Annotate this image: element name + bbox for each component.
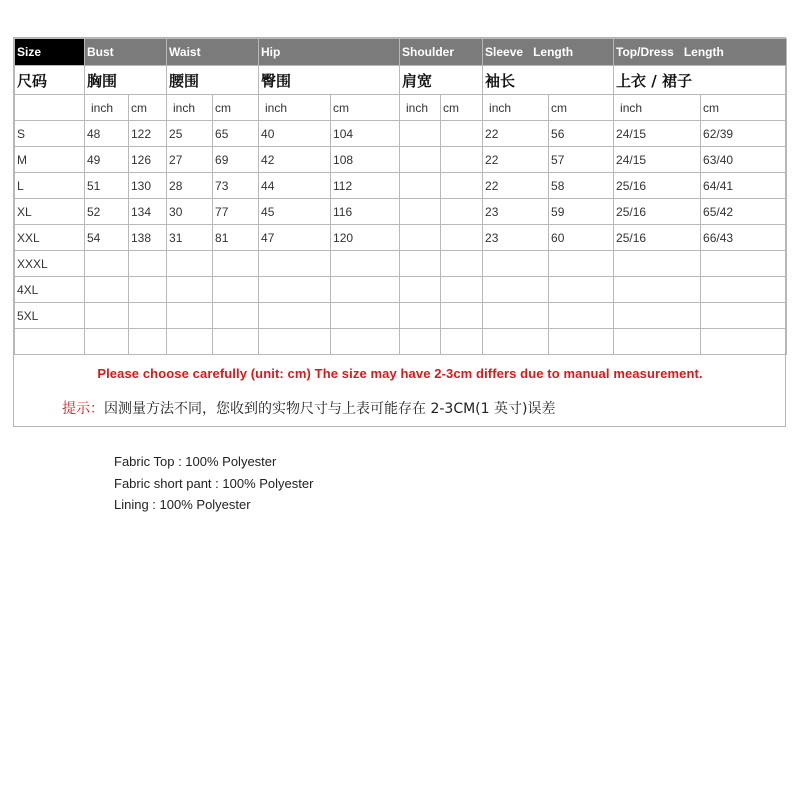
table-cell: 65 <box>213 121 259 147</box>
table-cell <box>701 329 787 355</box>
table-cell <box>614 329 701 355</box>
table-row <box>15 277 787 303</box>
table-cell: 63/40 <box>701 147 787 173</box>
table-cell <box>331 329 400 355</box>
header-size-cn: 尺码 <box>15 66 85 95</box>
size-data-rows <box>15 121 787 355</box>
table-cell <box>400 251 441 277</box>
unit-label: inch <box>483 95 549 121</box>
table-cell <box>441 147 483 173</box>
table-cell: 104 <box>331 121 400 147</box>
table-cell <box>441 277 483 303</box>
table-cell: 126 <box>129 147 167 173</box>
unit-label: inch <box>259 95 331 121</box>
header-length-cn: 上衣 / 裙子 <box>614 66 787 95</box>
table-cell: 112 <box>331 173 400 199</box>
unit-label: inch <box>400 95 441 121</box>
table-cell <box>441 251 483 277</box>
fabric-short-pant: Fabric short pant : 100% Polyester <box>114 475 314 491</box>
table-cell <box>129 329 167 355</box>
table-cell <box>213 329 259 355</box>
table-cell: 69 <box>213 147 259 173</box>
table-cell <box>701 303 787 329</box>
table-cell <box>213 303 259 329</box>
table-cell: 134 <box>129 199 167 225</box>
header-hip-cn: 臀围 <box>259 66 400 95</box>
table-cell: 52 <box>85 199 129 225</box>
table-cell: 40 <box>259 121 331 147</box>
table-cell: 60 <box>549 225 614 251</box>
table-cell <box>441 329 483 355</box>
table-cell: 44 <box>259 173 331 199</box>
table-cell <box>549 277 614 303</box>
tip-label: 提示： <box>62 401 104 417</box>
table-cell: 30 <box>167 199 213 225</box>
table-cell <box>614 277 701 303</box>
table-cell: 24/15 <box>614 147 701 173</box>
table-cell <box>400 121 441 147</box>
size-label-cell: 5XL <box>15 303 85 329</box>
unit-label: cm <box>549 95 614 121</box>
header-shoulder-cn: 肩宽 <box>400 66 483 95</box>
header-hip: Hip <box>259 39 400 66</box>
table-cell <box>213 251 259 277</box>
table-cell: 66/43 <box>701 225 787 251</box>
size-table <box>14 38 787 355</box>
table-cell <box>483 303 549 329</box>
unit-label: inch <box>167 95 213 121</box>
table-cell <box>259 303 331 329</box>
size-label-cell: L <box>15 173 85 199</box>
header-waist-cn: 腰围 <box>167 66 259 95</box>
table-cell: 54 <box>85 225 129 251</box>
unit-label: cm <box>129 95 167 121</box>
header-bust: Bust <box>85 39 167 66</box>
table-cell: 25/16 <box>614 199 701 225</box>
table-cell <box>549 329 614 355</box>
unit-row <box>15 95 787 121</box>
table-cell <box>400 303 441 329</box>
size-label-cell <box>15 329 85 355</box>
table-cell <box>167 329 213 355</box>
table-cell: 48 <box>85 121 129 147</box>
table-cell: 116 <box>331 199 400 225</box>
table-cell <box>483 277 549 303</box>
table-cell: 42 <box>259 147 331 173</box>
table-cell: 59 <box>549 199 614 225</box>
table-row <box>15 225 787 251</box>
table-cell: 27 <box>167 147 213 173</box>
table-cell <box>400 147 441 173</box>
table-cell: 73 <box>213 173 259 199</box>
table-cell: 51 <box>85 173 129 199</box>
table-cell <box>701 251 787 277</box>
table-cell: 49 <box>85 147 129 173</box>
unit-label: cm <box>213 95 259 121</box>
size-chart <box>13 37 786 427</box>
table-cell <box>259 329 331 355</box>
table-cell: 25 <box>167 121 213 147</box>
table-cell: 77 <box>213 199 259 225</box>
table-cell <box>167 251 213 277</box>
table-row <box>15 199 787 225</box>
table-cell <box>85 329 129 355</box>
table-cell <box>85 277 129 303</box>
table-cell <box>441 303 483 329</box>
table-cell: 25/16 <box>614 225 701 251</box>
table-cell: 130 <box>129 173 167 199</box>
table-cell <box>85 251 129 277</box>
table-row <box>15 303 787 329</box>
table-cell: 28 <box>167 173 213 199</box>
table-cell <box>331 277 400 303</box>
table-row <box>15 251 787 277</box>
table-cell: 81 <box>213 225 259 251</box>
unit-label: inch <box>614 95 701 121</box>
table-cell: 47 <box>259 225 331 251</box>
table-cell: 65/42 <box>701 199 787 225</box>
size-label-cell: 4XL <box>15 277 85 303</box>
table-row <box>15 121 787 147</box>
table-cell <box>549 251 614 277</box>
table-cell <box>441 121 483 147</box>
fabric-lining: Lining : 100% Polyester <box>114 497 251 512</box>
table-cell <box>129 251 167 277</box>
table-cell <box>400 225 441 251</box>
table-cell: 62/39 <box>701 121 787 147</box>
table-row <box>15 173 787 199</box>
header-row-chinese <box>15 66 787 95</box>
size-label-cell: XXXL <box>15 251 85 277</box>
table-cell: 58 <box>549 173 614 199</box>
table-cell <box>400 329 441 355</box>
table-cell <box>614 251 701 277</box>
header-waist: Waist <box>167 39 259 66</box>
table-cell: 64/41 <box>701 173 787 199</box>
table-row <box>15 147 787 173</box>
table-cell: 56 <box>549 121 614 147</box>
table-cell: 122 <box>129 121 167 147</box>
table-cell <box>483 251 549 277</box>
unit-label: cm <box>441 95 483 121</box>
table-cell: 22 <box>483 173 549 199</box>
table-cell <box>549 303 614 329</box>
table-cell <box>614 303 701 329</box>
unit-label: cm <box>331 95 400 121</box>
table-cell: 22 <box>483 147 549 173</box>
table-cell: 23 <box>483 199 549 225</box>
table-cell <box>701 277 787 303</box>
unit-blank <box>15 95 85 121</box>
table-cell <box>441 199 483 225</box>
header-top-dress-length: Top/Dress Length <box>614 39 787 66</box>
table-cell <box>483 329 549 355</box>
table-row <box>15 329 787 355</box>
size-label-cell: XL <box>15 199 85 225</box>
table-cell: 45 <box>259 199 331 225</box>
table-cell: 57 <box>549 147 614 173</box>
fabric-info <box>114 451 313 516</box>
table-cell <box>213 277 259 303</box>
table-cell: 22 <box>483 121 549 147</box>
table-cell: 25/16 <box>614 173 701 199</box>
table-cell <box>129 277 167 303</box>
table-cell <box>331 303 400 329</box>
fabric-top: Fabric Top : 100% Polyester <box>114 454 277 469</box>
tip-text: 因测量方法不同，您收到的实物尺寸与上表可能存在 2-3CM(1 英寸)误差 <box>104 401 556 417</box>
table-cell: 120 <box>331 225 400 251</box>
size-label-cell: XXL <box>15 225 85 251</box>
table-cell <box>129 303 167 329</box>
table-cell: 24/15 <box>614 121 701 147</box>
size-label-cell: S <box>15 121 85 147</box>
table-cell <box>85 303 129 329</box>
table-cell <box>400 199 441 225</box>
header-sleeve-length: Sleeve Length <box>483 39 614 66</box>
table-cell <box>400 173 441 199</box>
table-cell <box>259 251 331 277</box>
header-shoulder: Shoulder <box>400 39 483 66</box>
table-cell <box>331 251 400 277</box>
header-sleeve-cn: 袖长 <box>483 66 614 95</box>
measurement-warning-cn <box>62 398 555 418</box>
table-cell <box>259 277 331 303</box>
table-cell: 31 <box>167 225 213 251</box>
unit-label: cm <box>701 95 787 121</box>
table-cell: 108 <box>331 147 400 173</box>
table-cell <box>441 225 483 251</box>
measurement-warning: Please choose carefully (unit: cm) The size may have 2-3cm differs due to manual measurement. <box>97 366 703 381</box>
header-row-english <box>15 39 787 66</box>
table-cell <box>441 173 483 199</box>
table-cell <box>400 277 441 303</box>
unit-label: inch <box>85 95 129 121</box>
table-cell <box>167 277 213 303</box>
table-cell <box>167 303 213 329</box>
table-cell: 23 <box>483 225 549 251</box>
header-bust-cn: 胸围 <box>85 66 167 95</box>
table-cell: 138 <box>129 225 167 251</box>
header-size: Size <box>15 39 85 66</box>
size-label-cell: M <box>15 147 85 173</box>
